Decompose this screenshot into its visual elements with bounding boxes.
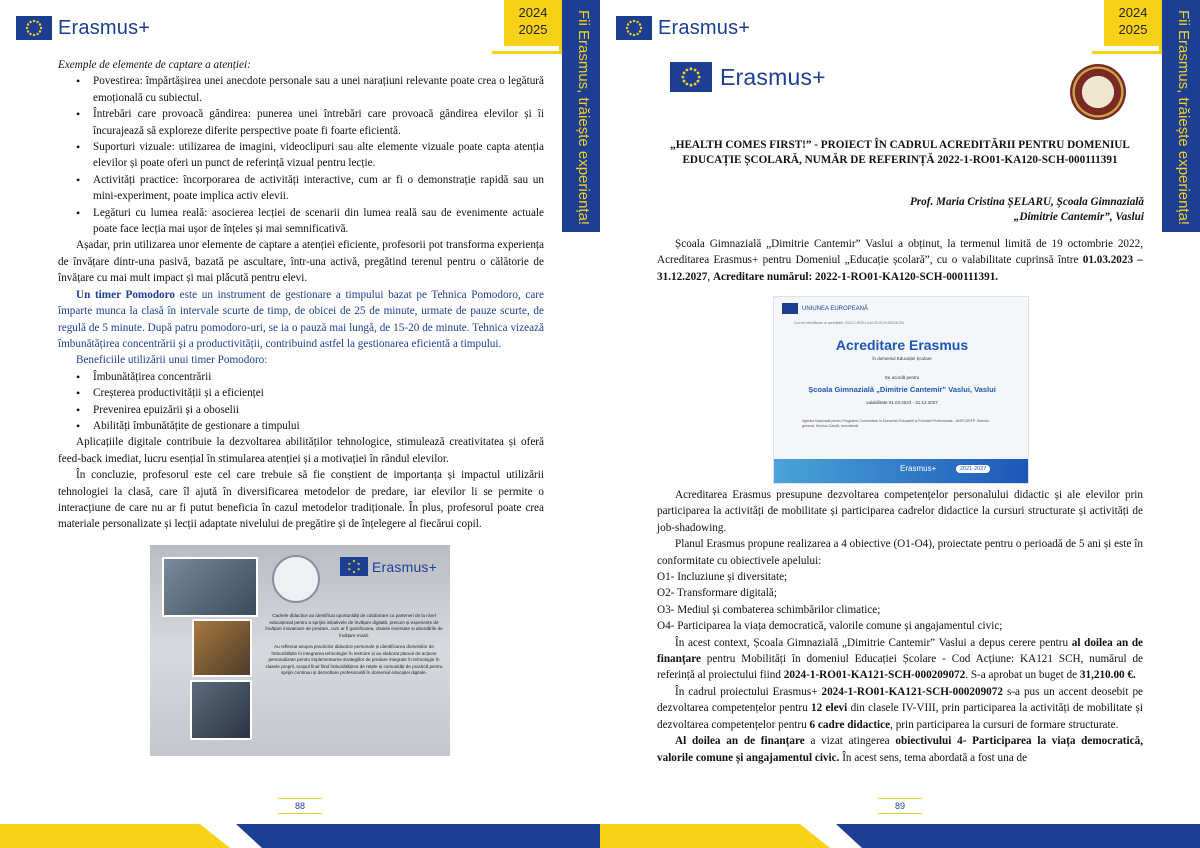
page-number: 88 xyxy=(278,798,322,814)
text: Școala Gimnazială „Dimitrie Cantemir” Vaslui a obținut, la termenul limită de 19 octombrie 2022, Acreditarea Erasmus+ pentru Domeniul „Educație școlară”, cu o valabilitate cuprinsă între xyxy=(657,238,1143,267)
examples-list xyxy=(58,73,544,237)
article-title: „HEALTH COMES FIRST!” - PROIECT ÎN CADRUL ACREDITĂRII PENTRU DOMENIUL EDUCAȚIE ȘCOLARĂ, NUMĂR DE REFERINȚĂ 2022-1-RO01-KA120-SCH-000111391 xyxy=(670,139,1130,166)
list-item: • Creșterea productivității și a eficienței xyxy=(58,385,544,401)
project-reference: 2024-1-RO01-KA121-SCH-000209072 xyxy=(783,669,966,682)
text: a vizat atingerea xyxy=(804,735,896,748)
objective: O1- Incluziune și diversitate; xyxy=(657,571,788,584)
left-body xyxy=(58,57,544,533)
text: În cadrul proiectului Erasmus+ xyxy=(675,685,822,698)
objective: O3- Mediul și combaterea schimbărilor climatice; xyxy=(657,603,881,616)
emphasis: 6 cadre didactice xyxy=(809,718,891,731)
school-seal-icon xyxy=(1070,64,1126,120)
cert-domain: în domeniul Educației Școlare xyxy=(872,356,932,361)
examples-intro: Exemple de elemente de captare a atenției: xyxy=(58,59,251,71)
pomodoro-text: este un instrument de gestionare a timpului bazat pe Tehnica Pomodoro, care împarte munca la clasă în intervale scurte de timp, de obicei de 25 de minute, urmate de pauze scurte, de regulă de 5 minute. După patru pomodoro-uri, se ia o pauză mai lungă, de 15-20 de minute. Tehnica vizează îmbunătățirea concentrării și a productivității, contribuind astfel la gestionarea eficientă a timpului. xyxy=(58,288,544,350)
group-photo xyxy=(162,557,258,617)
brand-name: Erasmus+ xyxy=(720,63,826,90)
eu-flag-icon xyxy=(670,62,712,92)
eu-flag-icon xyxy=(16,16,52,40)
budget-amount: 31,210.00 €. xyxy=(1079,669,1136,682)
cert-eu-header xyxy=(782,303,868,314)
list-item: • Povestirea: împărtășirea unei anecdote personale sau a unei narațiuni relevante poate crea o legătură emoțională cu subiectul. xyxy=(58,73,544,106)
photo-collage xyxy=(150,545,450,756)
pomodoro-paragraph xyxy=(58,287,544,353)
cert-validity: valabilitate 01.03.2023 - 31.12.2027 xyxy=(866,400,938,405)
list-item: • Activități practice: încorporarea de activități interactive, cum ar fi o demonstrație rapidă sau un mini-experiment, poate implica activ elevii. xyxy=(58,172,544,205)
text: din clasele IV-VIII, prin participarea la activități de mobilitate și dezvoltarea competențelor pentru xyxy=(657,702,1143,731)
workshop-photo xyxy=(190,680,252,740)
list-item: • Abilități îmbunătățite de gestionare a timpului xyxy=(58,418,544,434)
cert-school: Școala Gimnazială „Dimitrie Cantemir” Vaslui, Vaslui xyxy=(808,385,996,394)
text: . S-a aprobat un buget de xyxy=(965,669,1080,682)
year-start: 2024 xyxy=(518,5,548,20)
text: , xyxy=(707,270,713,283)
collage-caption xyxy=(265,613,443,677)
eu-flag-icon xyxy=(782,303,798,314)
page-number: 89 xyxy=(878,798,922,814)
text: În acest sens, tema abordată a fost una de xyxy=(839,751,1028,764)
validity-period: 01.03.2023 – 31.12.2027 xyxy=(657,254,1143,283)
cert-title: Acreditare Erasmus xyxy=(835,337,969,353)
erasmus-logo xyxy=(616,16,750,40)
accreditation-certificate xyxy=(773,296,1029,484)
cert-granted: Se acordă pentru xyxy=(884,375,920,380)
list-item: • Suporturi vizuale: utilizarea de imagini, videoclipuri sau alte elemente vizuale poate capta atenția elevilor și poate oferi un punct de referință vizual pentru lecție. xyxy=(58,139,544,172)
erasmus-logo-large xyxy=(670,62,826,92)
benefits-intro: Beneficiile utilizării unui timer Pomodoro: xyxy=(76,354,268,367)
slogan: Fii Erasmus, trăiește experiența! xyxy=(1175,10,1192,226)
cert-eu-label: UNIUNEA EUROPEANĂ xyxy=(802,305,869,312)
author xyxy=(744,195,1144,224)
list-item: • Legături cu lumea reală: asocierea lecției de scenarii din lumea reală sau de evenimente actuale poate face lecția mai ușor de înțeles și mai semnificativă. xyxy=(58,205,544,238)
right-body xyxy=(657,487,1143,766)
footer-stripes xyxy=(0,824,600,848)
emphasis: 12 elevi xyxy=(811,702,848,715)
erasmus-logo xyxy=(16,16,150,40)
project-reference: 2024-1-RO01-KA121-SCH-000209072 xyxy=(821,685,1003,698)
card-erasmus-logo xyxy=(340,557,437,576)
paragraph xyxy=(657,635,1143,684)
year-start: 2024 xyxy=(1118,5,1148,20)
pomodoro-term: Un timer Pomodoro xyxy=(76,288,176,301)
benefits-list xyxy=(58,369,544,435)
paragraph: Acreditarea Erasmus presupune dezvoltarea competențelor personalului didactic și ale elevilor prin participarea la activități de mobilitate și participarea cadrelor didactice la cursuri structurate și activități de job-shadowing. xyxy=(657,489,1143,534)
paragraph: Planul Erasmus propune realizarea a 4 obiective (O1-O4), proiectate pentru o perioadă de 5 ani și este în conformitate cu obiectivele apelului: xyxy=(657,538,1143,567)
paragraph: Așadar, prin utilizarea unor elemente de captare a atenției eficiente, profesorii pot transforma experiența de învățare dintr-una pasivă, bazată pe ascultare, într-una activă, pregătind terenul pentru o călătorie de învățare cu mai mult impact și mai plăcută pentru elevi. xyxy=(58,239,544,285)
author-line: Prof. Maria Cristina ȘELARU, Școala Gimnazială xyxy=(909,196,1144,208)
emphasis: obiectivului 4- Participarea la viața democratică, valorile comune și angajamentul civic. xyxy=(657,735,1143,764)
paragraph xyxy=(657,733,1143,766)
list-item: • Îmbunătățirea concentrării xyxy=(58,369,544,385)
accreditation-number: Acreditare numărul: 2022-1-RO01-KA120-SCH-000111391. xyxy=(712,270,999,283)
brand-name: Erasmus+ xyxy=(658,16,751,39)
objective: O2- Transformare digitală; xyxy=(657,587,777,600)
years-badge xyxy=(504,0,562,46)
side-ribbon xyxy=(1162,0,1200,232)
slogan: Fii Erasmus, trăiește experiența! xyxy=(575,10,592,226)
cert-band-brand: Erasmus+ xyxy=(900,464,937,473)
cert-band-years: 2021-2027 xyxy=(956,465,990,473)
paragraph: În concluzie, profesorul este cel care trebuie să fie conștient de importanța și impactul utilizării tehnologiei la clasă, care îl ajută în diversificarea metodelor de predare, iar elevilor li se permite o interacțiune de care nu ar fi putut beneficia în cazul metodelor tradiționale. În plus, profesorul poate crea materiale personalizate și lecții adaptate nivelului de pregătire și de înțelegere al fiecărui copil. xyxy=(58,469,544,531)
cert-code: Cod de identificare al acreditării: 2022-1-RO01-KA120-SCH-000111391 xyxy=(794,321,905,325)
eu-flag-icon xyxy=(616,16,652,40)
paragraph xyxy=(657,684,1143,733)
footer-stripes xyxy=(600,824,1200,848)
years-badge xyxy=(1104,0,1162,46)
caption-paragraph: Au reflectat asupra practicilor didactice personale și identificarea domeniilor de îmbunătățire în integrarea tehnologiei în instruire și au elaborat planuri de acțiune personalizate pentru implementarea strategiilor de predare integrate în tehnologie în clasele proprii, scopul final fiind îmbunătățirea de rețele și comunități de practică pentru sprijin continuu și dezvoltare profesională în domeniul educației digitale. xyxy=(265,644,443,675)
text: În acest context, Școala Gimnazială „Dimitrie Cantemir” Vaslui a depus cerere pentru xyxy=(675,636,1072,649)
school-seal-icon xyxy=(272,555,320,603)
year-end: 2025 xyxy=(518,22,548,37)
cert-signature-block: Agenția Națională pentru Programe Comunitare în Domeniul Educației și Formării Profesionale - ANPCDEFP. Director general. Monica Calotă, semnătură. xyxy=(802,419,990,428)
brand-name: Erasmus+ xyxy=(58,16,151,39)
text: s-a pus un accent deosebit pe dezvoltarea competențelor pentru xyxy=(657,685,1143,715)
year-end: 2025 xyxy=(1118,22,1148,37)
side-ribbon xyxy=(562,0,600,232)
paragraph: Aplicațiile digitale contribuie la dezvoltarea abilităților tehnologice, stimulează creativitatea și oferă feed-back imediat, lucru esențial în stimularea atenției și a motivației în rândul elevilor. xyxy=(58,436,544,465)
emphasis: Al doilea an de finanțare xyxy=(675,735,805,748)
eu-flag-icon xyxy=(340,557,368,576)
brand-name: Erasmus+ xyxy=(372,558,438,575)
emphasis: al doilea an de finanțare xyxy=(657,636,1144,666)
classroom-photo xyxy=(192,619,252,677)
text: , prin participarea la cursuri de formare structurate. xyxy=(890,718,1119,731)
accreditation-paragraph xyxy=(657,236,1143,285)
objective: O4- Participarea la viața democratică, valorile comune și angajamentul civic; xyxy=(657,620,1003,633)
caption-paragraph: Cadrele didactice au identificat oportunități de colaborare cu parteneri de la nivel educațional pentru a sprijini inițiativele de învățare digitală, precum și experiențe de învățare inovatoare de predare, cum ar fi gamificarea, clasele inversate și abordările de învățare mixtă. xyxy=(265,613,443,638)
author-line: „Dimitrie Cantemir”, Vaslui xyxy=(1013,210,1144,223)
list-item: • Întrebări care provoacă gândirea: punerea unei întrebări care provoacă gândirea elevilor și îi încurajează să exploreze diferite perspective poate fi foarte eficientă. xyxy=(58,106,544,139)
text: pentru Mobilități în domeniul Educației Școlare - Cod Acțiune: KA121 SCH, numărul de referință al proiectului fiind xyxy=(657,653,1143,682)
list-item: • Prevenirea epuizării și a oboselii xyxy=(58,402,544,418)
